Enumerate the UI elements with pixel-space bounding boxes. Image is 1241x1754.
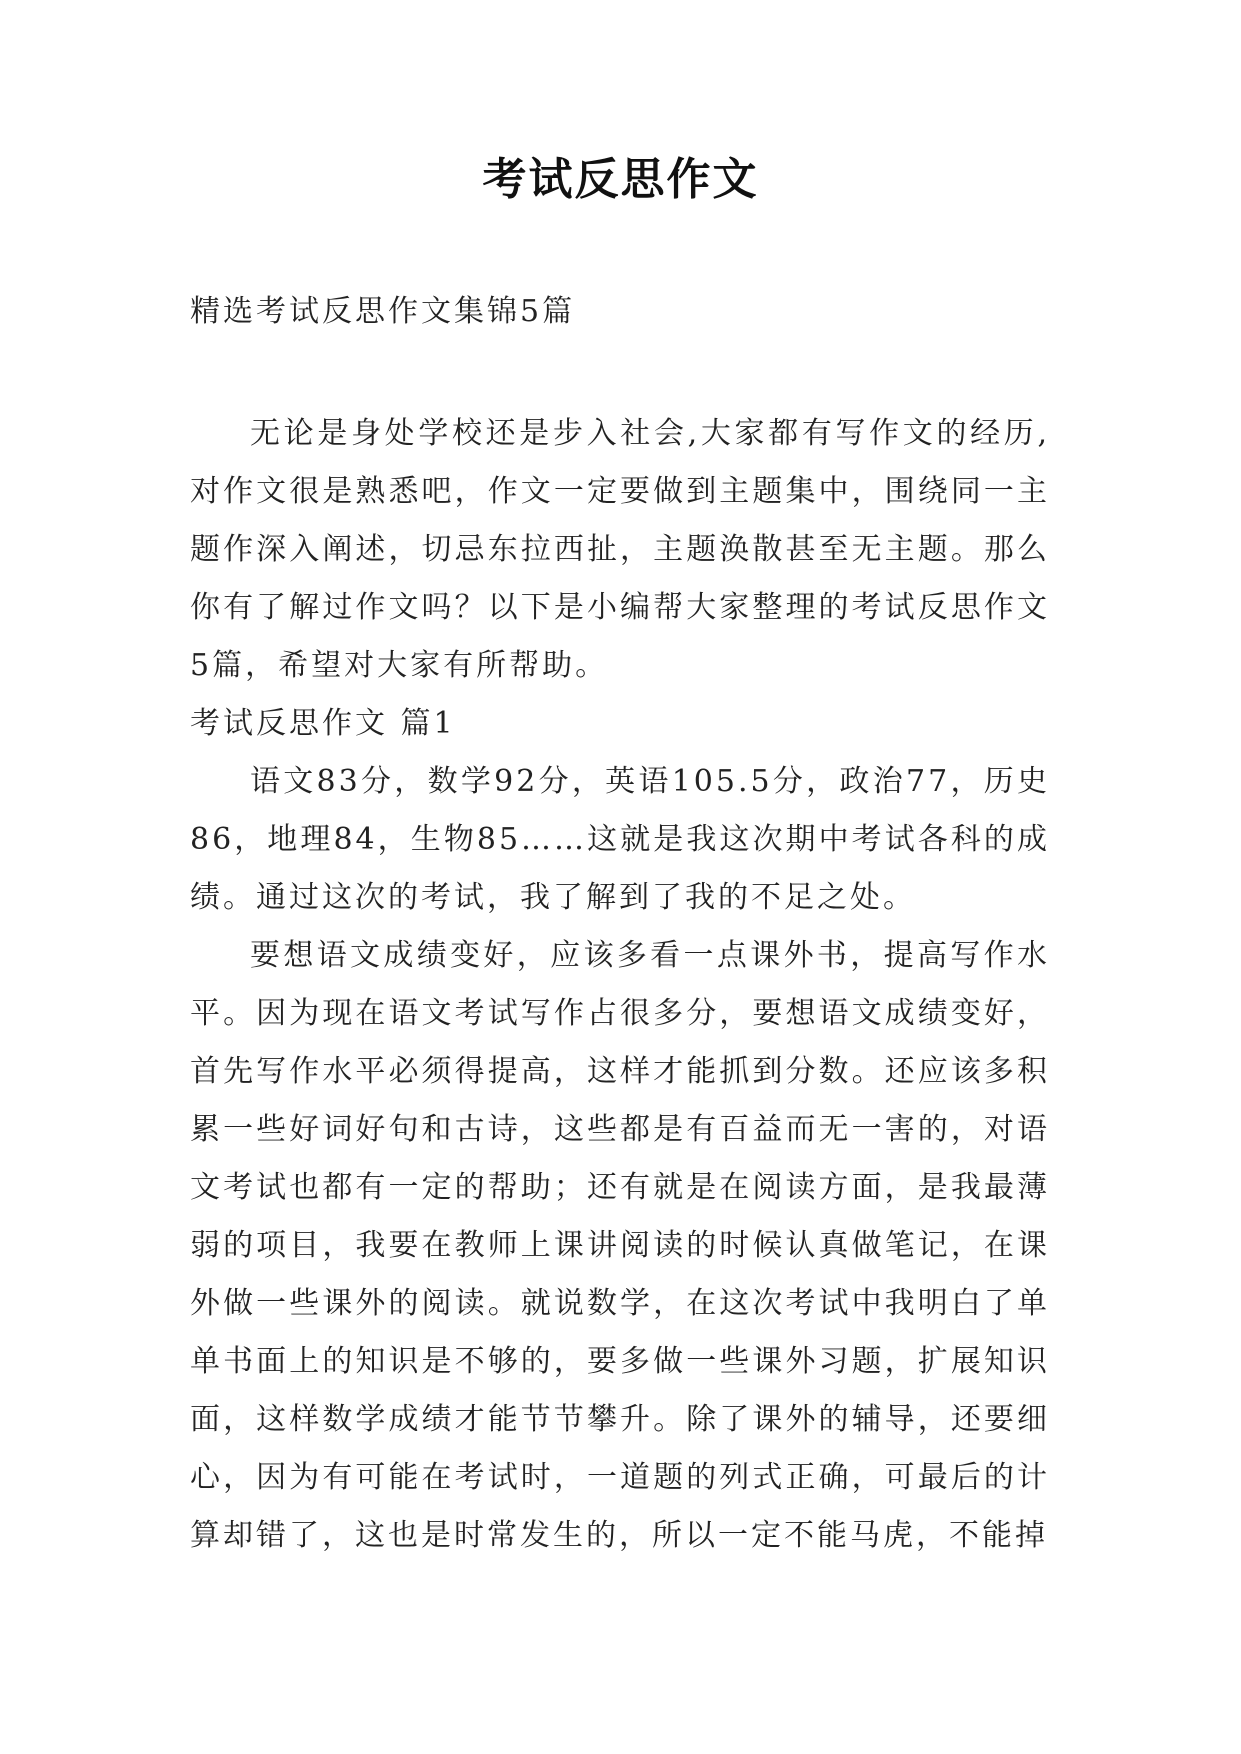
body-paragraph: 要想语文成绩变好，应该多看一点课外书，提高写作水平。因为现在语文考试写作占很多分，要想语文成绩变好，首先写作水平必须得提高，这样才能抓到分数。还应该多积累一些好词好句和古诗，这些都是有百益而无一害的，对语文考试也都有一定的帮助；还有就是在阅读方面，是我最薄弱的项目，我要在教师上课讲阅读的时候认真做笔记，在课外做一些课外的阅读。就说数学，在这次考试中我明白了单单书面上的知识是不够的，要多做一些课外习题，扩展知识面，这样数学成绩才能节节攀升。除了课外的辅导，还要细心，因为有可能在考试时，一道题的列式正确，可最后的计算却错了，这也是时常发生的，所以一定不能马虎，不能掉 xyxy=(190,938,1050,1553)
body-paragraph: 语文83分，数学92分，英语105.5分，政治77，历史86，地理84，生物85……这就是我这次期中考试各科的成绩。通过这次的考试，我了解到了我的不足之处。 xyxy=(190,764,1050,915)
section-heading: 考试反思作文 篇1 xyxy=(190,706,456,741)
intro-paragraph: 无论是身处学校还是步入社会,大家都有写作文的经历,对作文很是熟悉吧，作文一定要做到主题集中，围绕同一主题作深入阐述，切忌东拉西扯，主题涣散甚至无主题。那么你有了解过作文吗？以下是小编帮大家整理的考试反思作文5篇，希望对大家有所帮助。 xyxy=(190,416,1050,683)
document-body xyxy=(190,405,1050,1565)
document-subtitle: 精选考试反思作文集锦5篇 xyxy=(190,294,576,329)
document-title: 考试反思作文 xyxy=(482,154,759,205)
